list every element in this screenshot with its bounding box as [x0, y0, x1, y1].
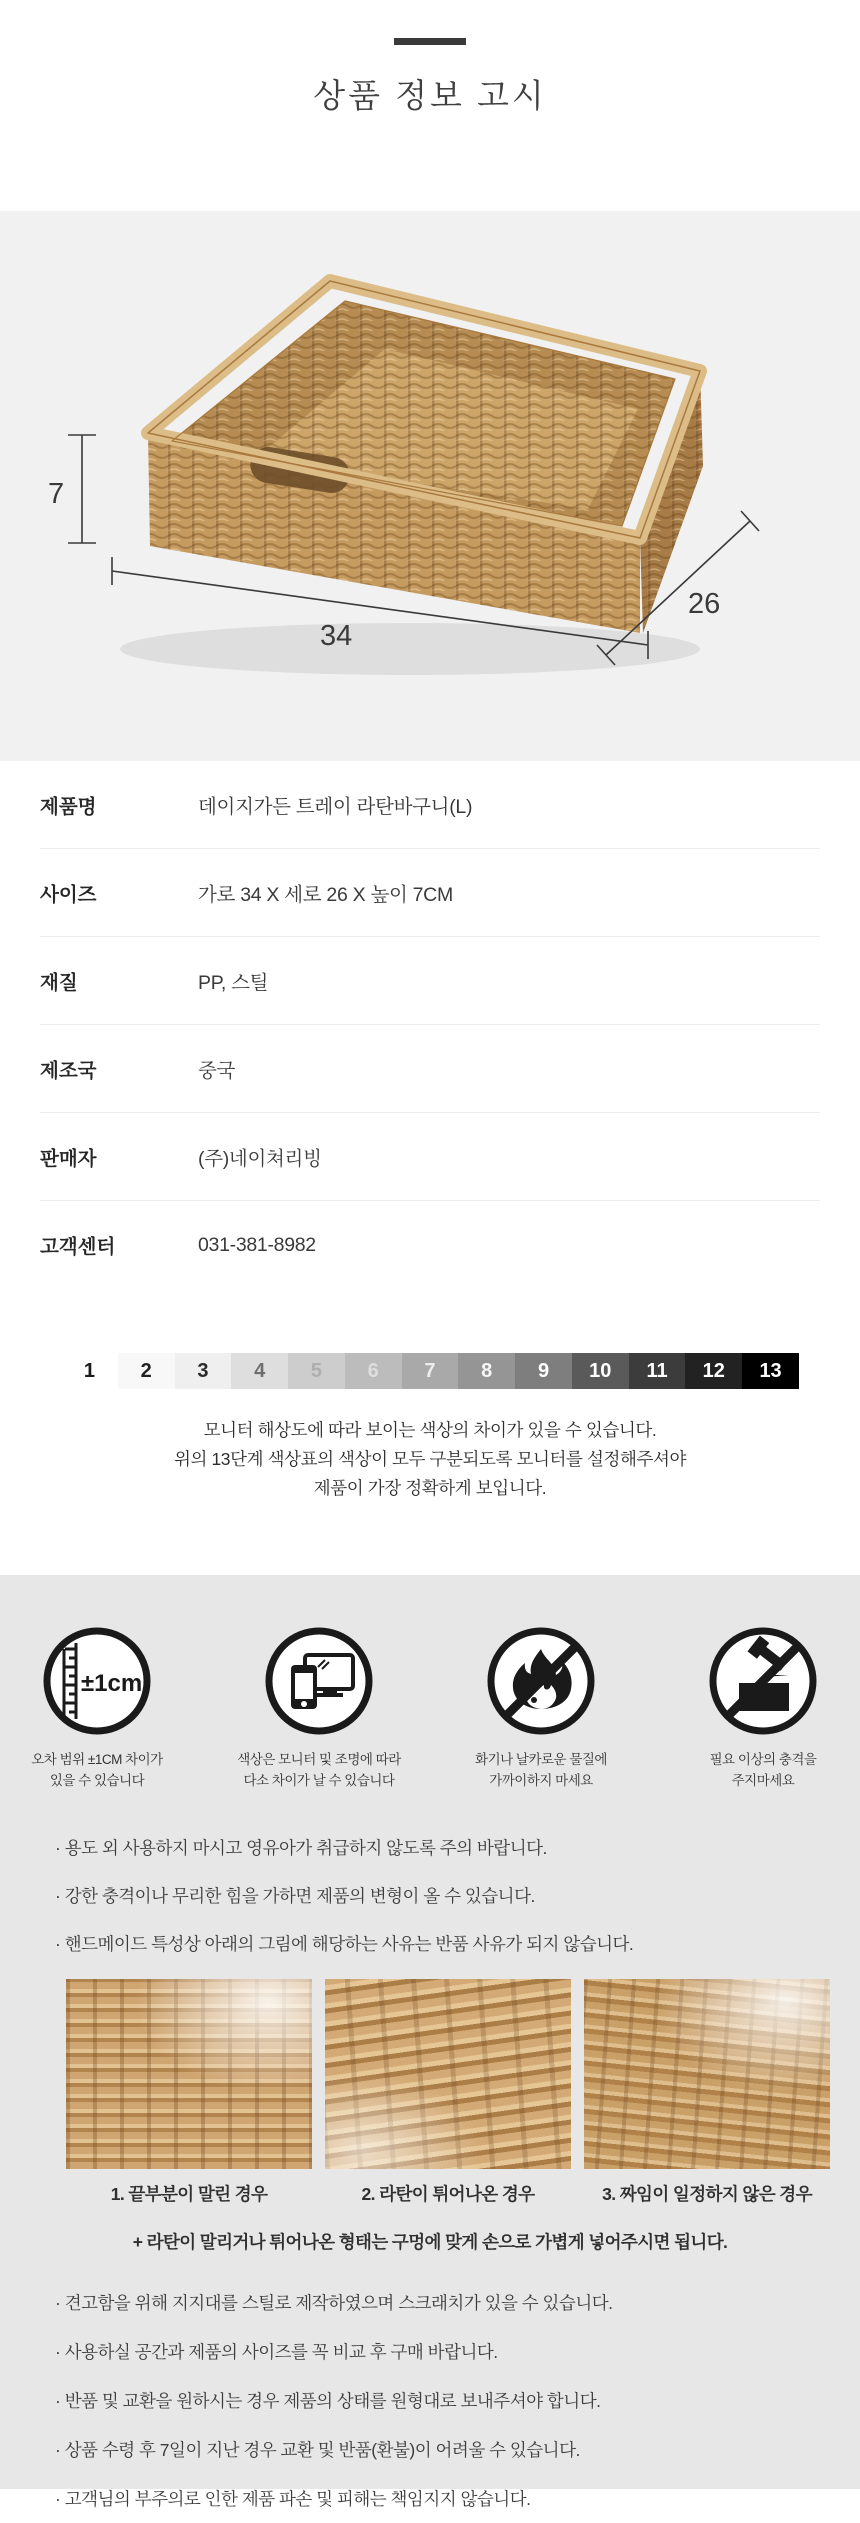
row-label: 판매자	[40, 1147, 97, 1170]
monitor-note-line: 제품이 가장 정확하게 보입니다.	[313, 1478, 547, 1498]
table-row-product-name	[40, 761, 820, 849]
caution-tolerance	[12, 1627, 182, 1791]
ruler-icon-text: ±1cm	[81, 1670, 143, 1697]
caption-line: 가까이하지 마세요	[489, 1773, 593, 1788]
notice-line: · 강한 충격이나 무리한 힘을 가하면 제품의 변형이 올 수 있습니다.	[55, 1885, 535, 1906]
no-impact-icon	[709, 1627, 817, 1735]
caution-icons-row	[0, 1627, 860, 1791]
caution-no-impact	[678, 1627, 848, 1791]
caution-section	[0, 1575, 860, 2509]
row-value: 데이지가든 트레이 라탄바구니(L)	[198, 795, 473, 818]
color-step: 13	[742, 1353, 799, 1389]
basket-illustration	[0, 211, 860, 761]
devices-icon	[265, 1627, 373, 1735]
dimension-height	[68, 435, 96, 543]
title-accent-bar	[394, 38, 466, 45]
caption-line: 있을 수 있습니다	[49, 1773, 145, 1788]
color-step: 11	[629, 1353, 686, 1389]
notice-line: · 상품 수령 후 7일이 지난 경우 교환 및 반품(환불)이 어려울 수 있습니다.	[55, 2440, 580, 2460]
caption-line: 필요 이상의 충격을	[709, 1752, 817, 1767]
dimension-depth-label: 26	[688, 588, 721, 620]
dimension-height-label: 7	[48, 478, 65, 510]
color-step: 3	[175, 1353, 232, 1389]
color-step: 1	[61, 1353, 118, 1389]
caution-caption	[678, 1749, 848, 1791]
color-step: 2	[118, 1353, 175, 1389]
no-fire-icon	[487, 1627, 595, 1735]
defect-handling-note: + 라탄이 말리거나 튀어나온 형태는 구멍에 맞게 손으로 가볍게 넣어주시면 됩니다.	[132, 2232, 728, 2252]
row-value: 031-381-8982	[198, 1233, 316, 1256]
row-value: 가로 34 X 세로 26 X 높이 7CM	[198, 883, 453, 906]
notice-list-top	[0, 1823, 860, 1967]
caption-line: 색상은 모니터 및 조명에 따라	[237, 1752, 401, 1767]
notice-line: · 용도 외 사용하지 마시고 영유아가 취급하지 않도록 주의 바랍니다.	[55, 1837, 547, 1858]
page-title: 상품 정보 고시	[313, 77, 547, 114]
defect-photo-curled-end	[66, 1979, 312, 2169]
row-label: 재질	[40, 971, 78, 994]
defect-caption: 3. 짜임이 일정하지 않은 경우	[602, 2184, 812, 2204]
table-row-customer-center	[40, 1201, 820, 1289]
defect-photo-uneven-weave	[584, 1979, 830, 2169]
monitor-color-chart-section	[0, 1289, 860, 1575]
color-step: 6	[345, 1353, 402, 1389]
row-label: 사이즈	[40, 883, 97, 906]
defect-caption: 2. 라탄이 튀어나온 경우	[361, 2184, 535, 2204]
color-step: 10	[572, 1353, 629, 1389]
row-value: PP, 스틸	[198, 971, 269, 994]
row-label: 제조국	[40, 1059, 97, 1082]
table-row-material	[40, 937, 820, 1025]
caution-no-fire	[456, 1627, 626, 1791]
notice-line: · 사용하실 공간과 제품의 사이즈를 꼭 비교 후 구매 바랍니다.	[55, 2342, 498, 2362]
caution-color-difference	[234, 1627, 404, 1791]
notice-list-bottom	[0, 2278, 860, 2523]
color-step: 9	[515, 1353, 572, 1389]
product-info-table	[0, 761, 860, 1289]
defect-photo-protruding-rattan	[325, 1979, 571, 2169]
monitor-note-line: 위의 13단계 색상표의 색상이 모두 구분되도록 모니터를 설정해주셔야	[173, 1449, 687, 1469]
caption-line: 오차 범위 ±1CM 차이가	[31, 1752, 163, 1767]
defect-captions-row	[66, 2181, 860, 2206]
ruler-icon	[43, 1627, 151, 1735]
monitor-note	[0, 1416, 860, 1503]
notice-line: · 반품 및 교환을 원하시는 경우 제품의 상태를 원형대로 보내주셔야 합니다.	[55, 2391, 601, 2411]
caution-caption	[12, 1749, 182, 1791]
grayscale-step-chart	[61, 1353, 799, 1389]
row-label: 고객센터	[40, 1236, 116, 1258]
product-photo-section	[0, 211, 860, 761]
row-value: 중국	[198, 1059, 236, 1082]
table-row-origin	[40, 1025, 820, 1113]
table-row-seller	[40, 1113, 820, 1201]
defect-images-row	[66, 1979, 860, 2169]
row-label: 제품명	[40, 795, 97, 818]
row-value: (주)네이쳐리빙	[198, 1147, 322, 1170]
defect-examples	[0, 1979, 860, 2254]
color-step: 12	[685, 1353, 742, 1389]
notice-line: · 고객님의 부주의로 인한 제품 파손 및 피해는 책임지지 않습니다.	[55, 2489, 531, 2509]
caption-line: 주지마세요	[731, 1773, 795, 1788]
monitor-note-line: 모니터 해상도에 따라 보이는 색상의 차이가 있을 수 있습니다.	[203, 1420, 657, 1440]
caution-caption	[234, 1749, 404, 1791]
caution-caption	[456, 1749, 626, 1791]
notice-line: · 핸드메이드 특성상 아래의 그림에 해당하는 사유는 반품 사유가 되지 않습니다.	[55, 1933, 634, 1954]
caption-line: 화기나 날카로운 물질에	[475, 1752, 607, 1767]
color-step: 7	[402, 1353, 459, 1389]
color-step: 5	[288, 1353, 345, 1389]
notice-line: · 견고함을 위해 지지대를 스틸로 제작하였으며 스크래치가 있을 수 있습니다.	[55, 2293, 613, 2313]
color-step: 8	[458, 1353, 515, 1389]
dimension-width-label: 34	[320, 620, 353, 652]
caption-line: 다소 차이가 날 수 있습니다	[243, 1773, 395, 1788]
page-header	[0, 38, 860, 211]
defect-caption: 1. 끝부분이 말린 경우	[110, 2184, 268, 2204]
table-row-size	[40, 849, 820, 937]
color-step: 4	[231, 1353, 288, 1389]
